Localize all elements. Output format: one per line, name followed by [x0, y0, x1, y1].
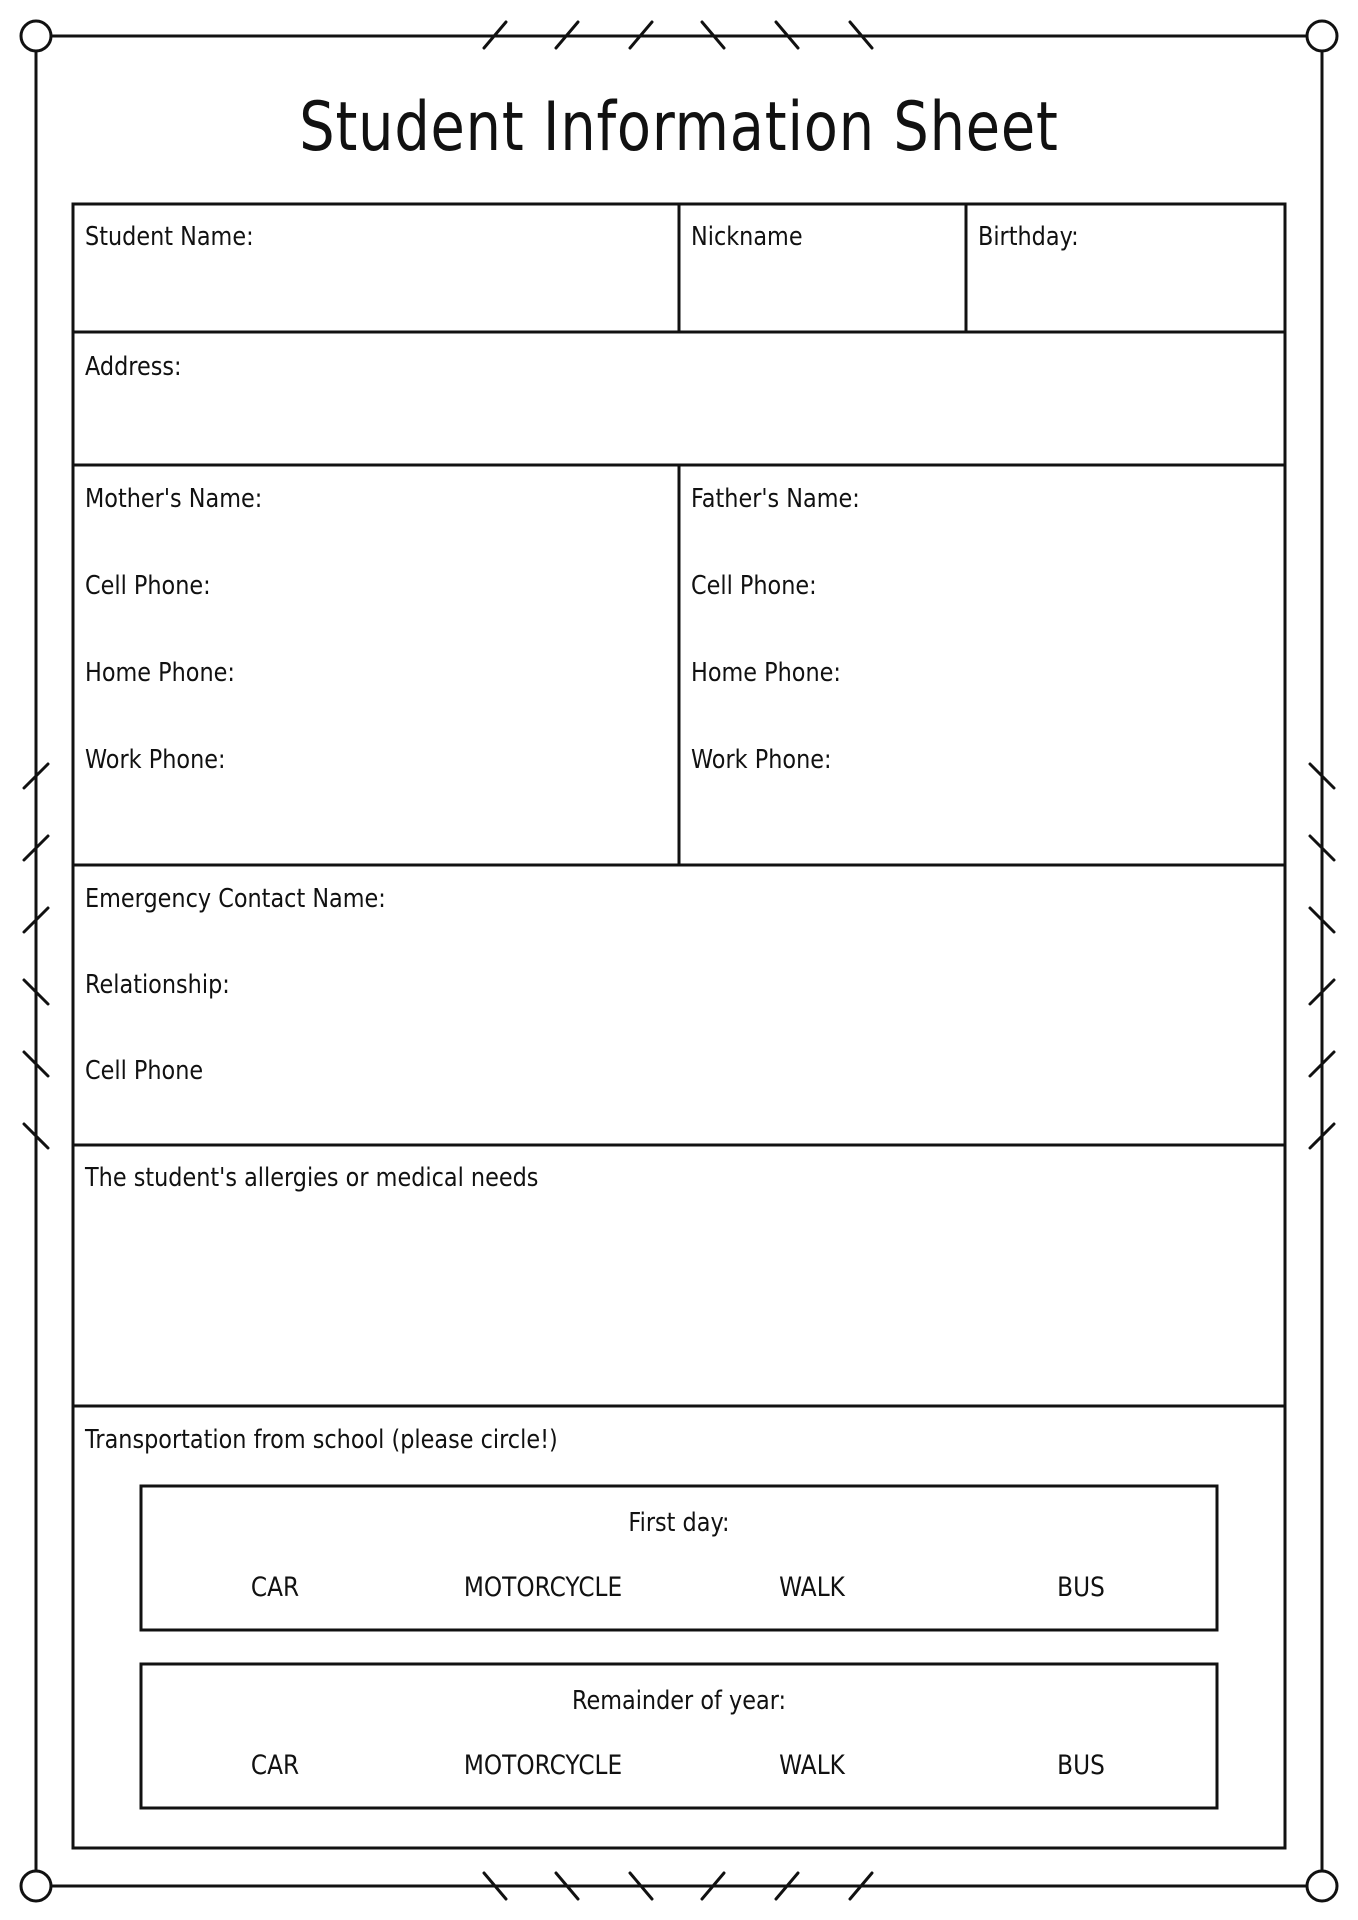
mother-name-label: Mother's Name:	[85, 484, 263, 514]
nickname-field[interactable]	[682, 207, 963, 329]
remainder-option-motorcycle[interactable]: MOTORCYCLE	[463, 1750, 623, 1781]
page-title: Student Information Sheet	[299, 88, 1059, 167]
mother-work-label: Work Phone:	[85, 745, 226, 775]
student-name-field[interactable]	[76, 207, 676, 329]
first-day-option-motorcycle[interactable]: MOTORCYCLE	[463, 1572, 623, 1603]
address-label: Address:	[85, 352, 182, 382]
mother-cell-label: Cell Phone:	[85, 571, 211, 601]
father-name-label: Father's Name:	[691, 484, 860, 514]
student-name-label: Student Name:	[85, 222, 254, 252]
remainder-of-year-label: Remainder of year:	[571, 1686, 787, 1716]
father-info-field[interactable]	[682, 468, 1282, 862]
first-day-option-walk[interactable]: WALK	[779, 1572, 845, 1603]
first-day-option-bus[interactable]: BUS	[1057, 1572, 1105, 1603]
birthday-field[interactable]	[969, 207, 1282, 329]
father-cell-label: Cell Phone:	[691, 571, 817, 601]
medical-needs-field[interactable]	[76, 1148, 1282, 1403]
remainder-option-walk[interactable]: WALK	[779, 1750, 845, 1781]
first-day-option-car[interactable]: CAR	[250, 1572, 300, 1603]
father-home-label: Home Phone:	[691, 658, 841, 688]
emergency-cell-label: Cell Phone	[85, 1056, 204, 1086]
medical-needs-label: The student's allergies or medical needs	[85, 1163, 539, 1193]
birthday-label: Birthday:	[978, 222, 1079, 252]
address-field[interactable]	[76, 335, 1282, 462]
father-work-label: Work Phone:	[691, 745, 832, 775]
nickname-label: Nickname	[691, 222, 803, 252]
remainder-option-bus[interactable]: BUS	[1057, 1750, 1105, 1781]
emergency-relationship-label: Relationship:	[85, 970, 230, 1000]
first-day-label: First day:	[628, 1508, 730, 1538]
mother-home-label: Home Phone:	[85, 658, 235, 688]
remainder-option-car[interactable]: CAR	[250, 1750, 300, 1781]
transportation-heading: Transportation from school (please circle!)	[85, 1425, 558, 1455]
mother-info-field[interactable]	[76, 468, 676, 862]
emergency-contact-field[interactable]	[76, 868, 1282, 1142]
emergency-name-label: Emergency Contact Name:	[85, 884, 386, 914]
